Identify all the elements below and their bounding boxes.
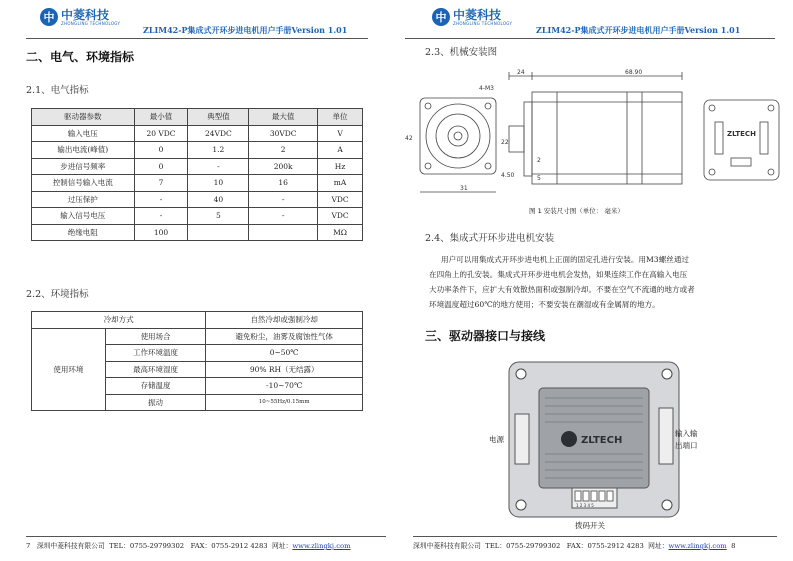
col-header: 单位: [318, 109, 363, 126]
table-cell: 20 VDC: [134, 125, 188, 142]
header-title: ZLIM42-P集成式开环步进电机用户手册Version 1.01: [536, 25, 741, 35]
footer-company: 深圳中菱科技有限公司: [36, 542, 105, 550]
table-cell: 100: [134, 224, 188, 241]
footer-company: 深圳中菱科技有限公司: [413, 542, 481, 550]
right-page: [397, 0, 793, 561]
table-cell: 0: [134, 158, 188, 175]
table-cell: 使用场合: [105, 328, 206, 345]
paragraph-line: 用户可以用集成式开环步进电机上正面的固定孔进行安装。用M3螺丝通过: [441, 255, 690, 264]
table-cell: -: [249, 208, 318, 225]
table-cell: 使用环境: [32, 328, 106, 411]
driver-logo-text: ZLTECH: [581, 435, 623, 446]
table-cell: VDC: [318, 191, 363, 208]
table-row: [32, 328, 363, 345]
table-cell: 存储温度: [105, 378, 206, 395]
table-row: [32, 158, 363, 175]
table-cell: mA: [318, 175, 363, 192]
dim-22: 22: [501, 139, 509, 146]
table-cell: 输入信号电压: [32, 208, 135, 225]
label-io-line1: 输入输: [675, 429, 698, 438]
dim-24: 24: [517, 69, 525, 76]
table-cell: 0~50℃: [206, 345, 363, 362]
table-cell: 16: [249, 175, 318, 192]
table-cell: A: [318, 142, 363, 159]
table-cell: 避免粉尘，油雾及腐蚀性气体: [206, 328, 363, 345]
header-title: ZLIM42-P集成式开环步进电机用户手册Version 1.01: [143, 25, 348, 35]
col-header: 驱动器参数: [32, 109, 135, 126]
table-cell: 5: [188, 208, 249, 225]
dim-5: 5: [537, 175, 541, 182]
table-cell: 输入电压: [32, 125, 135, 142]
page-number: 8: [731, 542, 736, 550]
dim-2: 2: [537, 157, 541, 164]
col-header: 最大值: [249, 109, 318, 126]
section-title: 二、电气、环境指标: [26, 50, 135, 64]
footer-url-link[interactable]: www.zlingkj.com: [668, 542, 727, 550]
dim-4-50: 4.50: [501, 172, 515, 179]
motor-rear-view: [704, 100, 779, 180]
table-cell: 1.2: [188, 142, 249, 159]
table-cell: 2: [249, 142, 318, 159]
install-paragraph: [429, 252, 779, 312]
table-cell: [249, 224, 318, 241]
page-number: 7: [26, 542, 31, 550]
table-cell: 自然冷却或强制冷却: [206, 312, 363, 329]
rear-logo-text: ZLTECH: [727, 130, 756, 138]
table-cell: -: [188, 158, 249, 175]
table-cell: 工作环境温度: [105, 345, 206, 362]
footer: [413, 540, 735, 550]
footer: [26, 540, 351, 550]
header-divider: [26, 38, 368, 39]
brand-logo-icon: 中: [40, 8, 58, 26]
footer-web-label: 网址：: [271, 542, 293, 550]
table-cell: 7: [134, 175, 188, 192]
driver-photo: [507, 360, 682, 520]
table-row: [32, 208, 363, 225]
table-row: [32, 175, 363, 192]
figure-caption: 图 1 安装尺寸图（单位： 毫米）: [529, 207, 624, 215]
footer-divider: [413, 536, 777, 537]
paragraph-line: 在四角上的孔安装。集成式开环步进电机会发热，如果连续工作在高输入电压: [429, 270, 688, 279]
table-cell: 30VDC: [249, 125, 318, 142]
brand-logo-icon: 中: [432, 8, 450, 26]
table-row: [32, 125, 363, 142]
footer-tel: TEL：0755-29799302: [109, 542, 185, 550]
brand-name-en: ZHONGLING TECHNOLOGY: [61, 20, 121, 26]
header-divider: [405, 38, 775, 39]
label-io-line2: 出端口: [675, 441, 698, 450]
table-cell: 10~55Hz/0.15mm: [206, 394, 363, 411]
dim-4m3: 4-M3: [479, 85, 494, 92]
col-header: 典型值: [188, 109, 249, 126]
footer-url-link[interactable]: www.zlingkj.com: [292, 542, 351, 550]
table-cell: 40: [188, 191, 249, 208]
brand-name: 中菱科技: [61, 7, 110, 22]
paragraph-line: 环境温度超过60℃的地方使用；不要安装在潮湿或有金属屑的地方。: [429, 300, 660, 309]
brand-name: 中菱科技: [453, 7, 502, 22]
elec-table: [31, 108, 363, 241]
table-cell: 过压保护: [32, 191, 135, 208]
dim-42: 42: [405, 135, 413, 142]
table-cell: -: [249, 191, 318, 208]
paragraph-line: 大功率条件下，应扩大有效散热面积或强制冷却。不要在空气不流通的地方或者: [429, 285, 695, 294]
table-cell: -: [134, 191, 188, 208]
footer-tel: TEL：0755-29799302: [485, 542, 561, 550]
col-header: 最小值: [134, 109, 188, 126]
table-cell: 绝缘电阻: [32, 224, 135, 241]
table-row: [32, 142, 363, 159]
table-cell: 0: [134, 142, 188, 159]
table-cell: 24VDC: [188, 125, 249, 142]
table-cell: 90% RH（无结露）: [206, 361, 363, 378]
section3-title: 三、驱动器接口与接线: [425, 329, 546, 343]
table-cell: V: [318, 125, 363, 142]
table-cell: -10~70℃: [206, 378, 363, 395]
label-power: 电源: [489, 435, 504, 444]
table-cell: -: [134, 208, 188, 225]
left-page: [0, 0, 396, 561]
brand-logo: [40, 8, 120, 26]
dim-31: 31: [460, 185, 468, 192]
install-heading: 2.4、集成式开环步进电机安装: [425, 233, 555, 244]
elec-heading: 2.1、电气指标: [26, 85, 89, 96]
table-cell: 控制信号输入电流: [32, 175, 135, 192]
dip-numbers: 1 2 3 4 5: [576, 503, 594, 508]
label-dip-switch: 拨码开关: [575, 521, 605, 530]
dim-68-90: 68.90: [625, 69, 643, 76]
brand-name-en: ZHONGLING TECHNOLOGY: [453, 20, 513, 26]
motor-side-view: [509, 72, 682, 184]
mounting-drawing: [397, 62, 793, 210]
elec-table-header: [32, 109, 363, 126]
table-cell: 最高环境湿度: [105, 361, 206, 378]
footer-fax: FAX：0755-2912 4283: [566, 542, 644, 550]
motor-front-view: [420, 98, 496, 192]
table-cell: MΩ: [318, 224, 363, 241]
table-cell: Hz: [318, 158, 363, 175]
env-heading: 2.2、环境指标: [26, 289, 89, 300]
footer-fax: FAX：0755-2912 4283: [190, 542, 268, 550]
table-row: [32, 191, 363, 208]
table-cell: 10: [188, 175, 249, 192]
footer-divider: [26, 536, 386, 537]
table-row: [32, 312, 363, 329]
table-cell: VDC: [318, 208, 363, 225]
table-cell: 冷却方式: [32, 312, 206, 329]
footer-web-label: 网址：: [648, 542, 669, 550]
table-row: [32, 224, 363, 241]
table-cell: [188, 224, 249, 241]
mount-heading: 2.3、机械安装图: [425, 47, 498, 58]
table-cell: 200k: [249, 158, 318, 175]
table-cell: 输出电流(峰值): [32, 142, 135, 159]
table-cell: 振动: [105, 394, 206, 411]
brand-logo: [432, 8, 512, 26]
table-cell: 步进信号频率: [32, 158, 135, 175]
env-table: [31, 311, 363, 411]
